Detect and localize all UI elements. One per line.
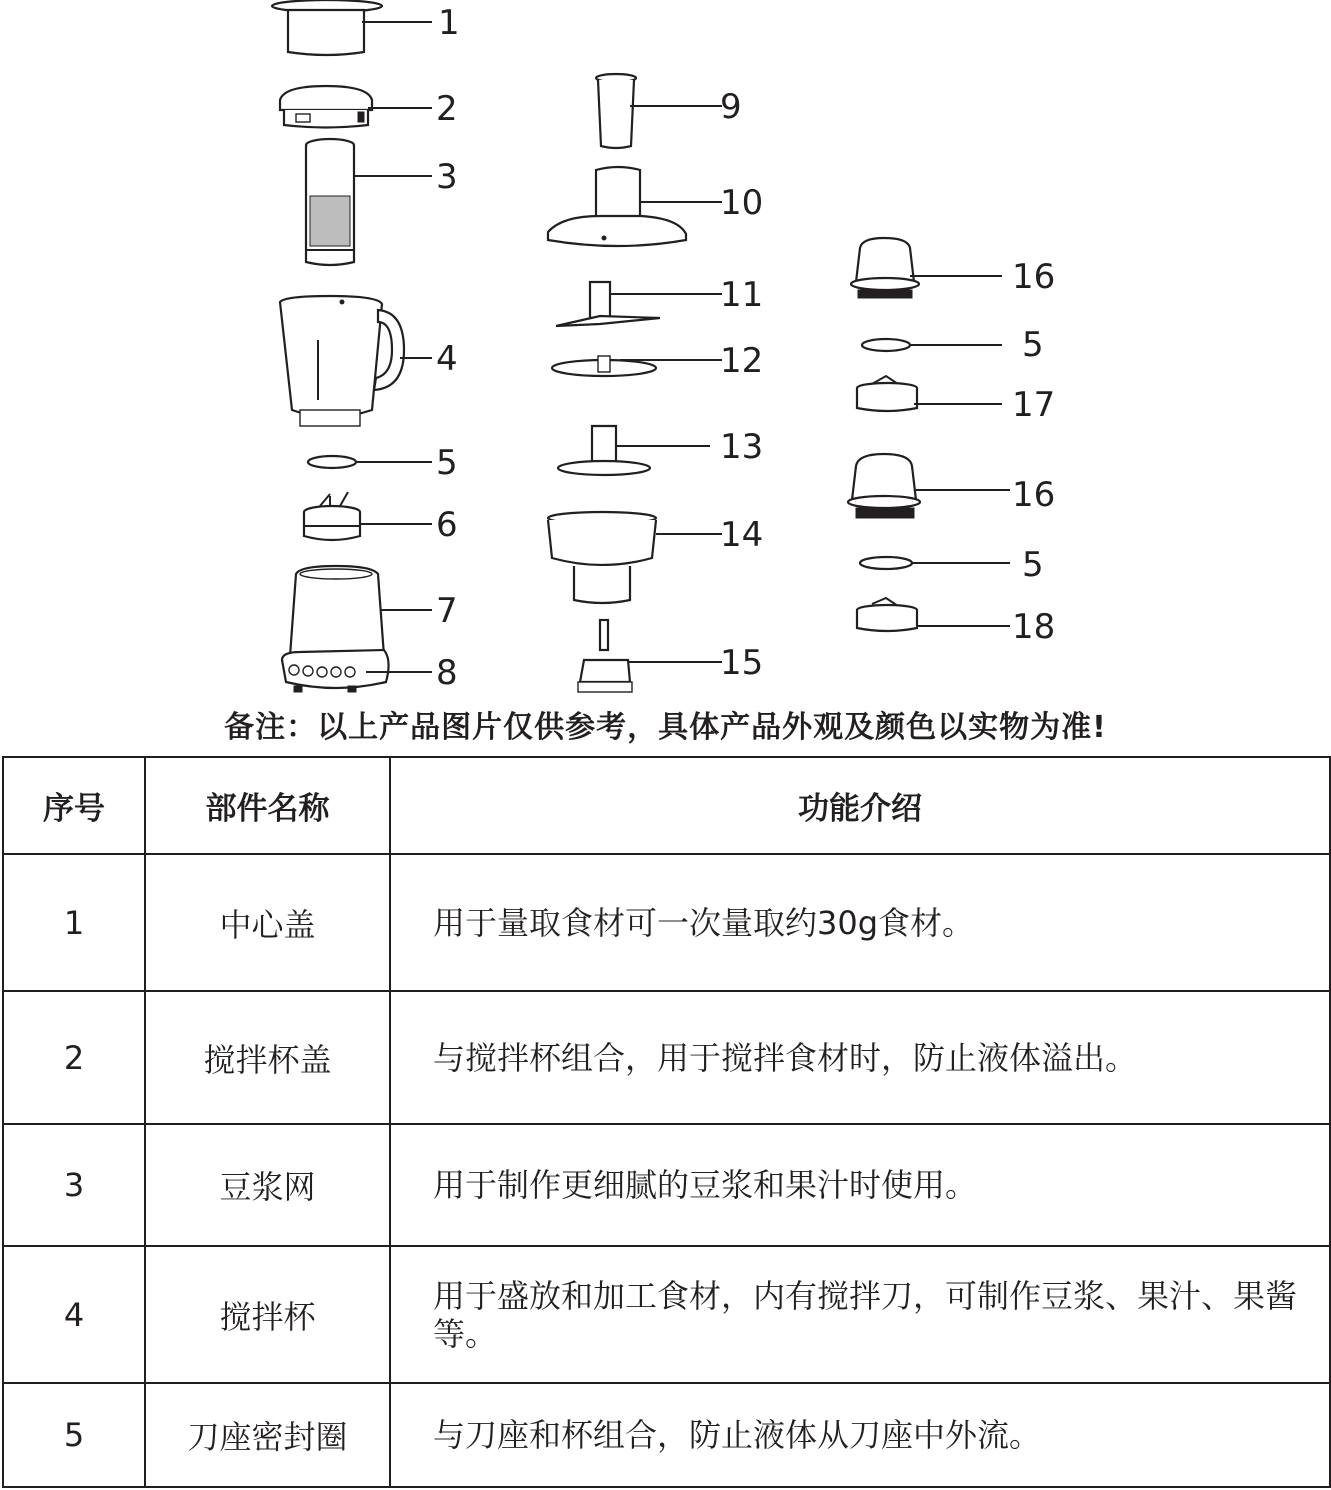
table-header-row xyxy=(3,757,1330,854)
label-14: 14 xyxy=(720,515,764,555)
disclaimer-note: 备注：以上产品图片仅供参考，具体产品外观及颜色以实物为准! xyxy=(224,710,1107,745)
row-function: 用于制作更细腻的豆浆和果汁时使用。 xyxy=(390,1124,1330,1246)
header-number: 序号 xyxy=(3,757,145,854)
part-7-motor-base xyxy=(290,566,384,656)
table-row xyxy=(3,1124,1330,1246)
part-5-seal-ring-c xyxy=(860,557,912,569)
label-4: 4 xyxy=(436,339,458,379)
label-16a: 16 xyxy=(1012,257,1056,297)
part-18-grinder-blade-b xyxy=(857,598,917,631)
table-row xyxy=(3,991,1330,1124)
row-number: 1 xyxy=(3,854,145,991)
row-part-name: 搅拌杯盖 xyxy=(145,991,390,1124)
label-3: 3 xyxy=(436,157,458,197)
part-5-seal-ring-b xyxy=(862,339,910,351)
parts-table xyxy=(2,756,1331,1488)
label-10: 10 xyxy=(720,183,764,223)
label-16b: 16 xyxy=(1012,475,1056,515)
label-12: 12 xyxy=(720,341,764,381)
row-number: 4 xyxy=(3,1246,145,1383)
part-5-seal-ring-a xyxy=(308,456,356,468)
label-13: 13 xyxy=(720,427,764,467)
header-part-name: 部件名称 xyxy=(145,757,390,854)
part-2-cup-lid xyxy=(280,86,372,128)
row-number: 5 xyxy=(3,1383,145,1487)
part-4-blender-jar xyxy=(280,296,404,426)
row-number: 2 xyxy=(3,991,145,1124)
label-9: 9 xyxy=(720,87,742,127)
row-function: 与刀座和杯组合，防止液体从刀座中外流。 xyxy=(390,1383,1330,1487)
part-14-chopper-bowl xyxy=(548,512,656,603)
label-17: 17 xyxy=(1012,385,1056,425)
label-7: 7 xyxy=(436,591,458,631)
label-1: 1 xyxy=(438,3,460,43)
label-5: 5 xyxy=(436,443,458,483)
row-part-name: 中心盖 xyxy=(145,854,390,991)
label-2: 2 xyxy=(436,89,458,129)
part-9-food-pusher xyxy=(596,74,636,148)
label-11: 11 xyxy=(720,275,764,315)
part-6-blade-base xyxy=(304,492,360,540)
table-row xyxy=(3,1383,1330,1487)
row-function: 用于盛放和加工食材，内有搅拌刀，可制作豆浆、果汁、果酱等。 xyxy=(390,1246,1330,1383)
table-row xyxy=(3,854,1330,991)
row-part-name: 刀座密封圈 xyxy=(145,1383,390,1487)
part-16-grinder-cup-b xyxy=(848,454,920,518)
row-part-name: 搅拌杯 xyxy=(145,1246,390,1383)
part-17-grinder-blade-a xyxy=(857,376,917,411)
part-16-grinder-cup-a xyxy=(851,238,919,298)
label-15: 15 xyxy=(720,643,764,683)
exploded-parts-diagram xyxy=(0,0,1331,700)
part-15-drive-shaft-base xyxy=(578,620,632,692)
row-part-name: 豆浆网 xyxy=(145,1124,390,1246)
part-1-center-lid xyxy=(272,0,382,55)
table-row xyxy=(3,1246,1330,1383)
label-18: 18 xyxy=(1012,607,1056,647)
row-number: 3 xyxy=(3,1124,145,1246)
row-function: 用于量取食材可一次量取约30g食材。 xyxy=(390,854,1330,991)
label-5b: 5 xyxy=(1022,325,1044,365)
part-10-chopper-lid xyxy=(548,167,686,246)
label-8: 8 xyxy=(436,653,458,693)
label-5c: 5 xyxy=(1022,545,1044,585)
part-3-soymilk-filter xyxy=(306,139,354,265)
part-11-chopping-blade xyxy=(556,282,660,326)
part-13-disc-holder xyxy=(558,426,650,475)
label-6: 6 xyxy=(436,505,458,545)
header-function: 功能介绍 xyxy=(390,757,1330,854)
row-function: 与搅拌杯组合，用于搅拌食材时，防止液体溢出。 xyxy=(390,991,1330,1124)
